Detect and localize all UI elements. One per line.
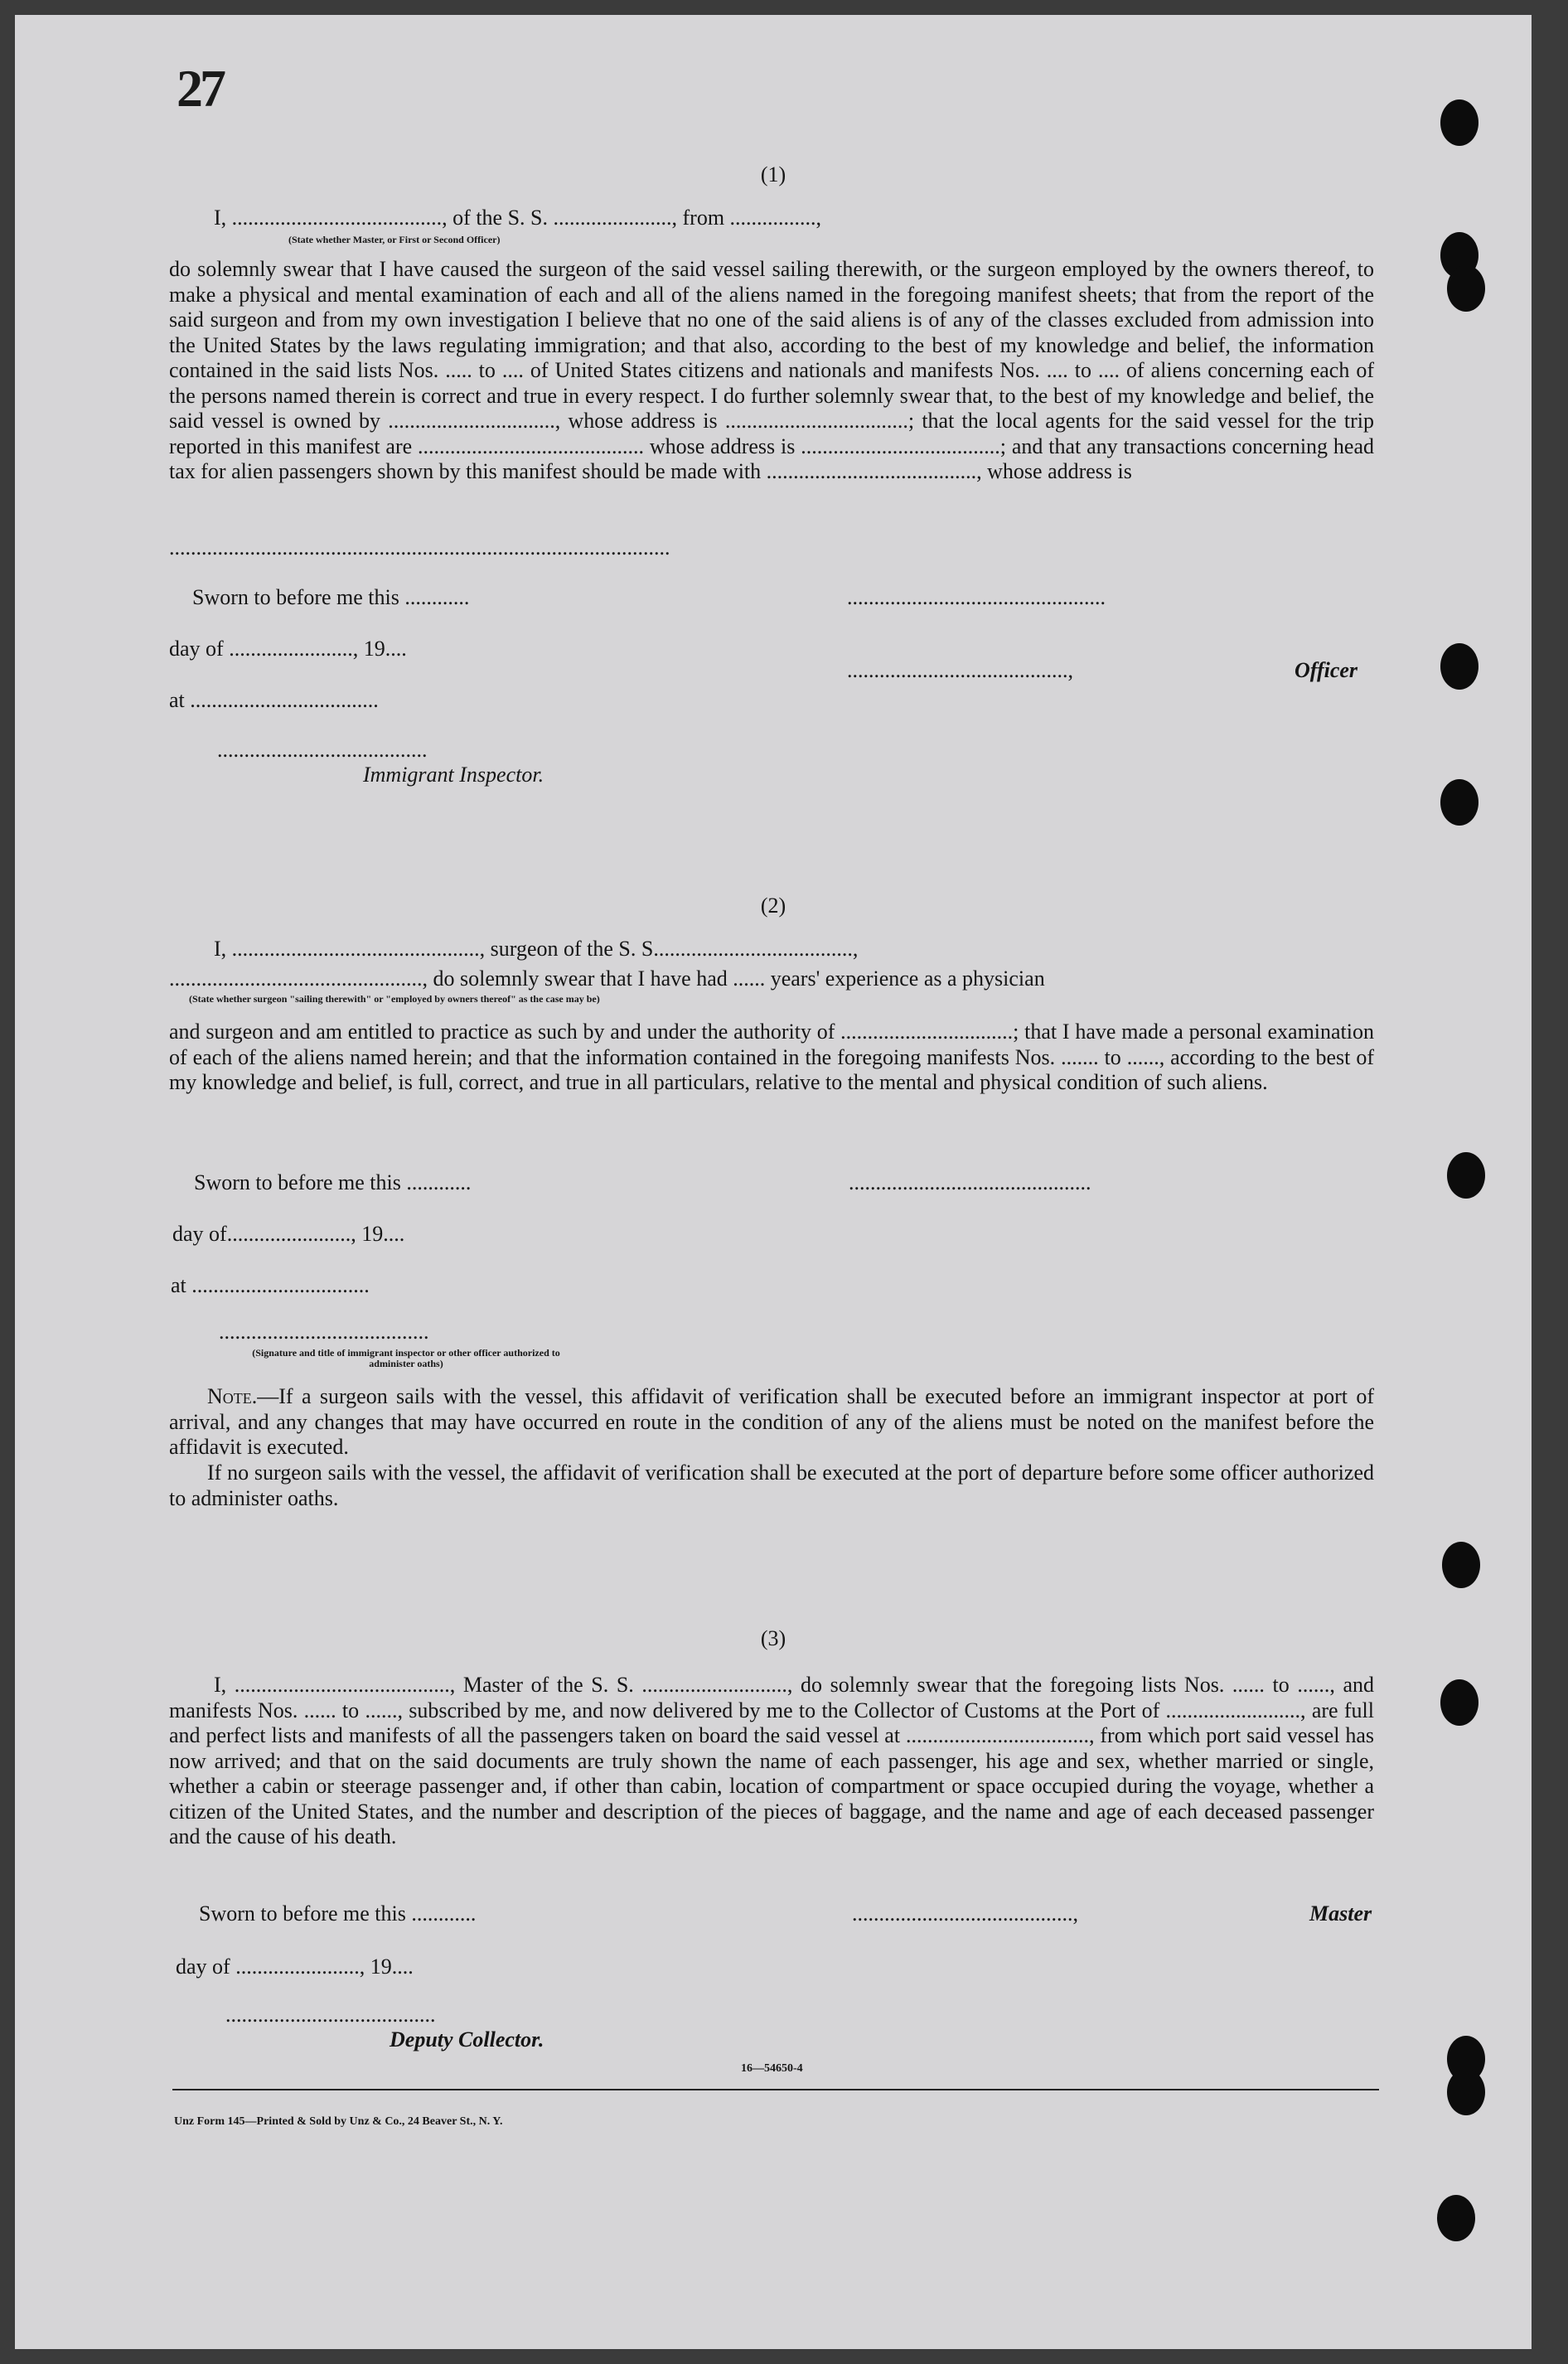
section-1-officer-note: (State whether Master, or First or Second Officer) [288,234,501,245]
document-page [15,15,1532,2349]
section-1-day-line: day of ......................., 19.... [169,637,407,661]
corner-page-mark: 27 [177,59,223,118]
section-1-inspector-dots: ....................................... [217,738,428,762]
punch-hole [1440,643,1478,690]
section-2-inspector-dots: ....................................... [219,1320,429,1344]
punch-hole [1447,265,1485,312]
section-1-number: (1) [760,162,786,187]
form-code: 16—54650-4 [741,2062,803,2075]
section-3-master-dots: ........................................., [852,1901,1078,1926]
punch-hole [1440,99,1478,146]
punch-hole [1437,2195,1475,2241]
section-1-trailing-dots: ............................................................................................. [169,535,670,560]
section-2-first-line: I, .............................................., surgeon of the S. S....................................., [214,937,859,961]
punch-hole [1442,1542,1480,1588]
punch-hole [1440,1679,1478,1726]
punch-hole [1447,1152,1485,1199]
printer-footer: Unz Form 145—Printed & Sold by Unz & Co., 24 Beaver St., N. Y. [174,2115,503,2128]
section-1-at-line: at ................................... [169,688,379,712]
section-2-signature-dots: ............................................. [849,1170,1091,1194]
section-2-at-line: at ................................. [171,1273,370,1297]
section-3-sworn-line: Sworn to before me this ............ [199,1901,477,1926]
section-2-surgeon-note: (State whether surgeon "sailing therewith" or "employed by owners thereof" as the case may be) [189,993,600,1005]
section-2-day-line: day of......................., 19.... [172,1222,405,1246]
note-1-text: —If a surgeon sails with the vessel, this affidavit of verification shall be executed before an immigrant inspector at port of arrival, and any changes that may have occurred en route in the condition of any of the aliens must be noted on the manifest before the affidavit is executed. [169,1384,1374,1459]
section-2-oath-text: and surgeon and am entitled to practice as such by and under the authority of ................................; that I have made a personal examination of each of the aliens named herein; and that the information contained in the foregoing manifests Nos. ....... to ......, according to the best of my knowledge and belief, is full, correct, and true in all particulars, relative to the mental and physical condition of such aliens. [169,1020,1374,1094]
note-label: Note. [207,1384,258,1408]
section-3-number: (3) [760,1626,786,1650]
section-3-oath-text: I, ........................................, Master of the S. S. ..........................., do solemnly swear that the foregoing lists Nos. ...... to ......, and manifests Nos. ...... to ......, subscribed by me, and now delivered by me to the Collector of Customs at the Port of ........................., are full and perfect lists and manifests of all the passengers taken on board the said vessel at .................................., from which port said vessel has now arrived; and that on the said documents are truly shown the name of each passenger, his age and sex, whether married or single, whether a cabin or steerage passenger and, if other than cabin, location of compartment or space occupied during the voyage, whether a citizen of the United States, and the number and description of the pieces of baggage, and the name and age of each deceased passenger and the cause of his death. [169,1673,1374,1848]
section-3-master-label: Master [1309,1901,1372,1926]
section-2-note-1 [169,1384,1374,1461]
section-3-collector-dots: ....................................... [225,2003,436,2027]
section-1-officer-dots: ........................................., [847,658,1073,682]
section-1-sworn-line: Sworn to before me this ............ [192,585,470,609]
section-2-number: (2) [760,894,786,918]
section-3-day-line: day of ......................., 19.... [176,1955,414,1979]
punch-hole [1447,2069,1485,2115]
section-1-signature-dots: ................................................ [847,585,1106,609]
section-2-sworn-line: Sworn to before me this ............ [194,1170,472,1194]
section-1-oath-text: do solemnly swear that I have caused the surgeon of the said vessel sailing therewith, or the surgeon employed by the owners thereof, to make a physical and mental examination of each and all of the aliens named in the foregoing manifest sheets; that from the report of the said surgeon and from my own investigation I believe that no one of the said aliens is of any of the classes excluded from admission into the United States by the laws regulating immigration; and that also, according to the best of my knowledge and belief, the information contained in the said lists Nos. ..... to .... of United States citizens and nationals and manifests Nos. .... to .... of aliens concerning each of the persons named therein is correct and true in every respect. I do further solemnly swear that, to the best of my knowledge and belief, the said vessel is owned by ..............................., whose address is ..................................; that the local agents for the said vessel for the trip reported in this manifest are .......................................... whose address is .....................................; and that any transactions concerning head tax for alien passengers shown by this manifest should be made with ......................................., whose address is [169,257,1374,483]
section-3-collector-label: Deputy Collector. [390,2027,544,2052]
section-2-second-line: ..............................................., do solemnly swear that I have had ...... years' experience as a physician [169,966,1045,991]
section-1-officer-label: Officer [1295,658,1358,682]
section-1-first-line: I, ......................................., of the S. S. ......................, from ................, [214,206,822,230]
section-2-inspector-note: (Signature and title of immigrant inspector or other officer authorized to administer oaths) [252,1347,560,1369]
footer-rule [172,2089,1379,2090]
section-1-inspector-label: Immigrant Inspector. [363,763,544,787]
section-2-note-2: If no surgeon sails with the vessel, the affidavit of verification shall be executed at the port of departure before some officer authorized to administer oaths. [169,1461,1374,1510]
punch-hole [1440,779,1478,826]
